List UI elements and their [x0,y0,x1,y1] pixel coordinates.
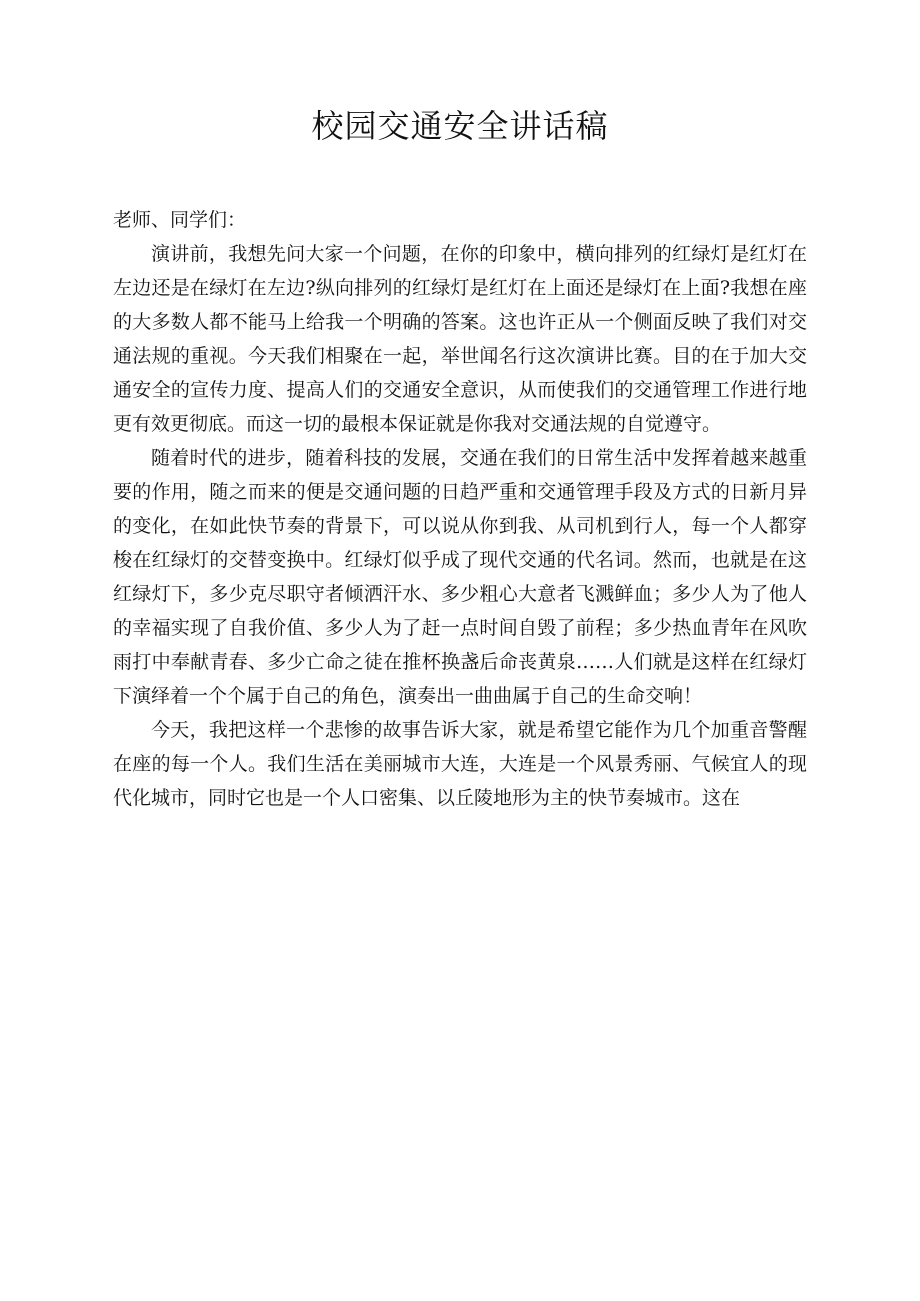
paragraph-1: 演讲前，我想先问大家一个问题，在你的印象中，横向排列的红绿灯是红灯在左边还是在绿灯在左边?纵向排列的红绿灯是红灯在上面还是绿灯在上面?我想在座的大多数人都不能马上给我一个明确的答案。这也许正从一个侧面反映了我们对交通法规的重视。今天我们相聚在一起，举世闻名行这次演讲比赛。目的在于加大交通安全的宣传力度、提高人们的交通安全意识，从而使我们的交通管理工作进行地更有效更彻底。而这一切的最根本保证就是你我对交通法规的自觉遵守。 [113,243,807,435]
paragraph-2: 随着时代的进步，随着科技的发展，交通在我们的日常生活中发挥着越来越重要的作用，随之而来的便是交通问题的日趋严重和交通管理手段及方式的日新月异的变化，在如此快节奏的背景下，可以说从你到我、从司机到行人，每一个人都穿梭在红绿灯的交替变换中。红绿灯似乎成了现代交通的代名词。然而，也就是在这红绿灯下，多少克尽职守者倾洒汗水、多少粗心大意者飞溅鲜血；多少人为了他人的幸福实现了自我价值、多少人为了赶一点时间自毁了前程；多少热血青年在风吹雨打中奉献青春、多少亡命之徒在推杯换盏后命丧黄泉……人们就是这样在红绿灯下演绎着一个个属于自己的角色，演奏出一曲曲属于自己的生命交响！ [113,447,807,707]
document-title: 校园交通安全讲话稿 [311,107,609,145]
document-body [113,203,807,815]
paragraph-3: 今天，我把这样一个悲惨的故事告诉大家，就是希望它能作为几个加重音警醒在座的每一个人。我们生活在美丽城市大连，大连是一个风景秀丽、气候宜人的现代化城市，同时它也是一个人口密集、以丘陵地形为主的快节奏城市。这在 [113,719,807,809]
salutation: 老师、同学们： [113,209,247,231]
